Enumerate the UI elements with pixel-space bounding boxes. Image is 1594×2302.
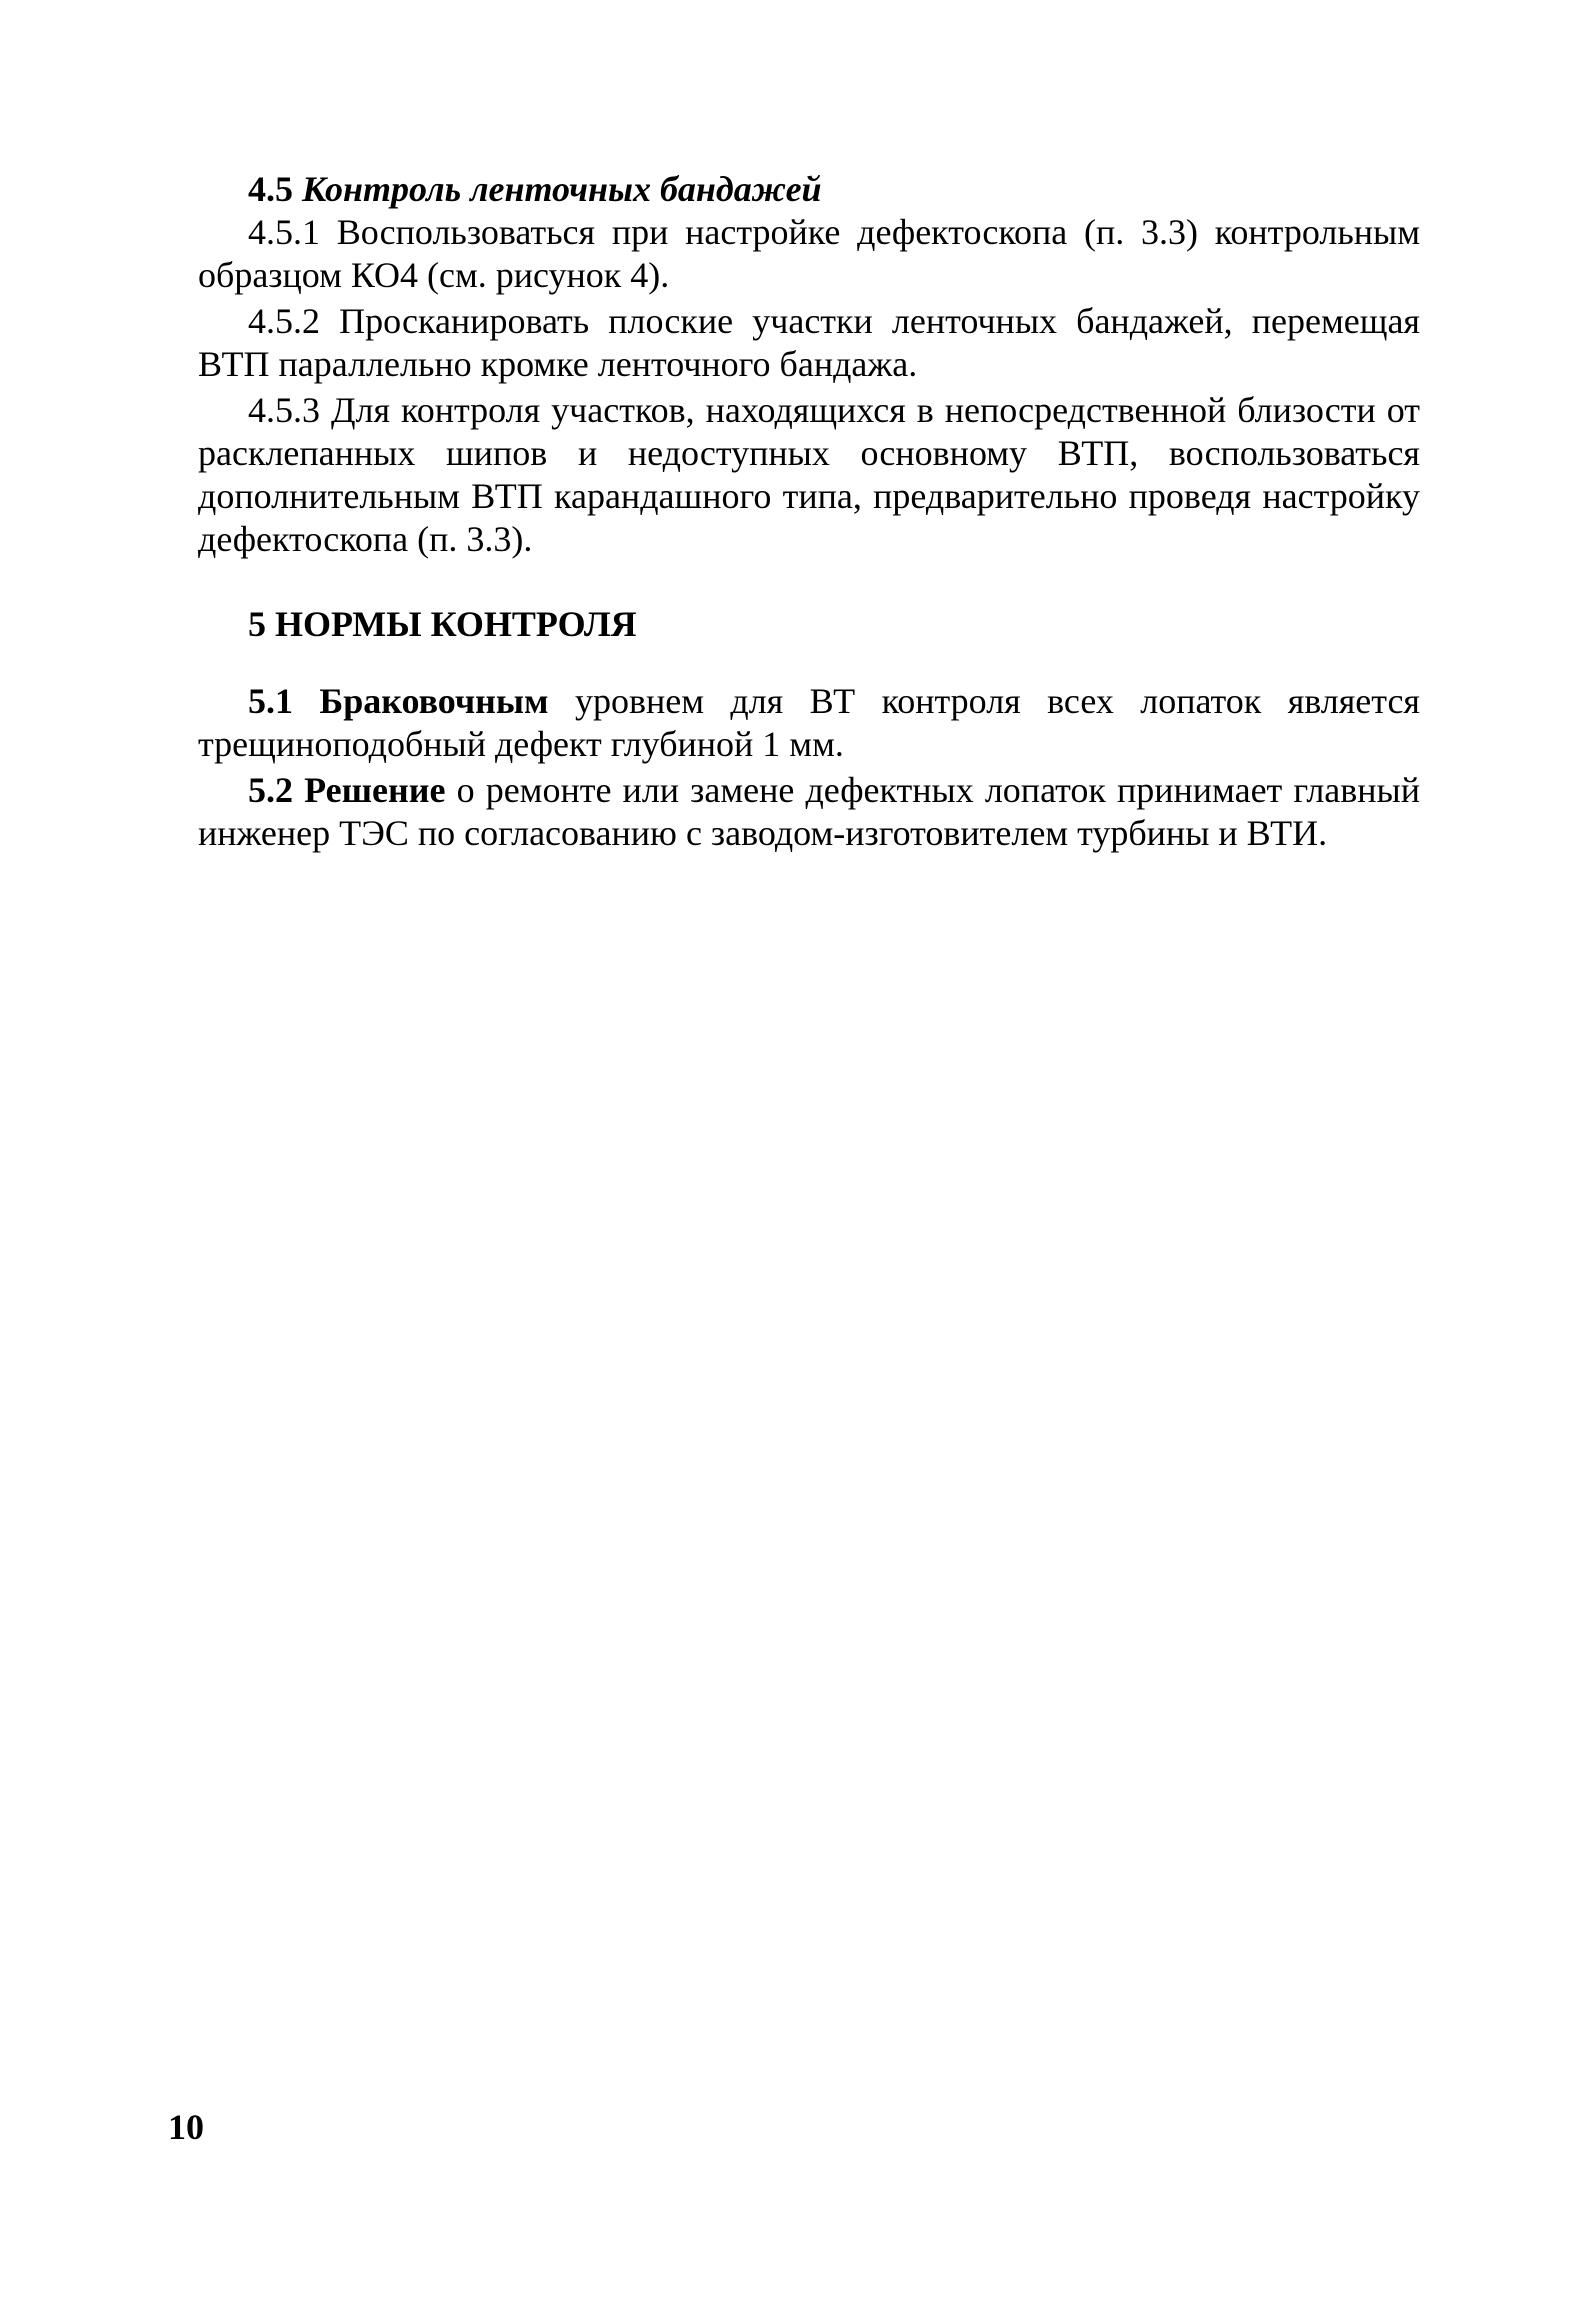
section-heading-4-5 bbox=[198, 168, 1420, 211]
page-content bbox=[198, 168, 1420, 855]
paragraph-5-1-lead: 5.1 Браковочным bbox=[248, 681, 549, 721]
paragraph-5-1-text: уровнем для ВТ контроля всех лопаток является трещиноподобный дефект глубиной 1 мм. bbox=[198, 681, 1420, 764]
section-number: 4.5 bbox=[248, 169, 293, 209]
paragraph-4-5-1: 4.5.1 Воспользоваться при настройке дефектоскопа (п. 3.3) контрольным образцом КО4 (см. рисунок 4). bbox=[198, 212, 1420, 295]
paragraph-5-2-text: о ремонте или замене дефектных лопаток принимает главный инженер ТЭС по согласованию с заводом-изготовителем турбины и ВТИ. bbox=[198, 770, 1420, 853]
paragraph-5-2-lead: 5.2 Решение bbox=[248, 770, 446, 810]
paragraph-5-1 bbox=[198, 680, 1420, 766]
page-number: 10 bbox=[168, 2107, 204, 2147]
paragraph-5-2 bbox=[198, 769, 1420, 855]
section-title: Контроль ленточных бандажей bbox=[302, 169, 822, 209]
paragraph-4-5-3: 4.5.3 Для контроля участков, находящихся в непосредственной близости от расклепанных шипов и недоступных основному ВТП, воспользоваться дополнительным ВТП карандашного типа, предварительно проведя настройку дефектоскопа (п. 3.3). bbox=[198, 390, 1420, 559]
chapter-heading-5: 5 НОРМЫ КОНТРОЛЯ bbox=[248, 604, 637, 644]
paragraph-4-5-2: 4.5.2 Просканировать плоские участки ленточных бандажей, перемещая ВТП параллельно кромке ленточного бандажа. bbox=[198, 301, 1420, 384]
